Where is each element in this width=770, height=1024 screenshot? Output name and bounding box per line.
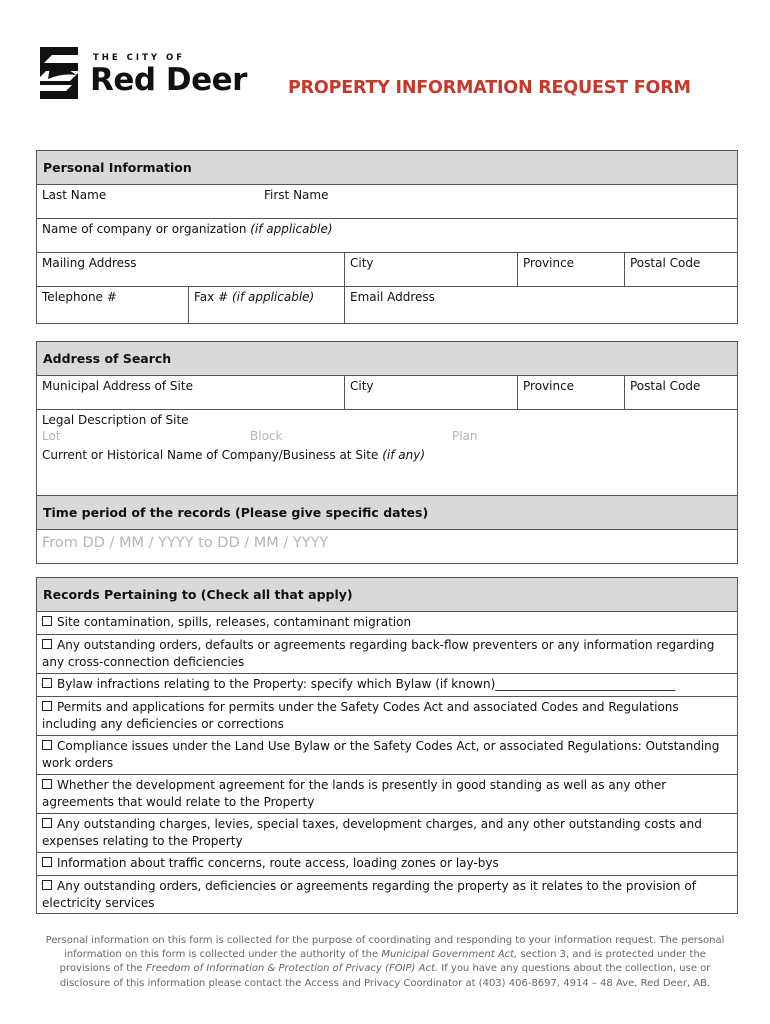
city-logo xyxy=(36,45,247,101)
contact-row xyxy=(37,287,737,323)
plan-field[interactable]: Plan xyxy=(452,429,478,443)
record-option-label: Bylaw infractions relating to the Property: specify which Bylaw (if known)______________________________ xyxy=(57,677,676,691)
form-title: PROPERTY INFORMATION REQUEST FORM xyxy=(288,78,691,98)
site-province-label: Province xyxy=(523,379,575,393)
company-row xyxy=(37,219,737,253)
email-field[interactable] xyxy=(344,287,737,323)
record-option[interactable] xyxy=(37,736,737,775)
site-province-field[interactable] xyxy=(517,376,624,409)
address-of-search-section xyxy=(36,341,738,513)
time-period-section xyxy=(36,495,738,564)
postal-code-label: Postal Code xyxy=(630,256,701,270)
province-field[interactable] xyxy=(517,253,624,286)
privacy-notice-part2: section 3, and is protected under the provisions of the xyxy=(59,949,706,975)
red-deer-logo-mark-icon xyxy=(36,45,82,101)
site-postal-code-field[interactable] xyxy=(624,376,737,409)
city-field[interactable] xyxy=(344,253,517,286)
municipal-address-label: Municipal Address of Site xyxy=(42,379,193,393)
province-label: Province xyxy=(523,256,575,270)
checkbox-icon[interactable] xyxy=(42,818,52,828)
telephone-field[interactable] xyxy=(37,287,188,323)
record-option-label: Any outstanding orders, defaults or agreements regarding back-flow preventers or any information regarding any cross-connection deficiencies xyxy=(42,638,715,669)
site-postal-code-label: Postal Code xyxy=(630,379,701,393)
date-range-field[interactable]: From DD / MM / YYYY to DD / MM / YYYY xyxy=(42,535,329,551)
first-name-label: First Name xyxy=(264,188,329,202)
address-of-search-heading: Address of Search xyxy=(37,342,737,376)
fax-note: (if applicable) xyxy=(231,290,315,304)
time-period-row xyxy=(37,530,737,563)
email-label: Email Address xyxy=(350,290,435,304)
mailing-row xyxy=(37,253,737,287)
historical-name-label: Current or Historical Name of Company/Business at Site xyxy=(42,448,379,462)
checkbox-icon[interactable] xyxy=(42,857,52,867)
legal-description-label: Legal Description of Site xyxy=(42,413,189,427)
checkbox-icon[interactable] xyxy=(42,616,52,626)
company-field[interactable] xyxy=(37,219,737,252)
foip-act: Freedom of Information & Protection of Privacy (FOIP) Act. xyxy=(145,963,439,975)
block-field[interactable]: Block xyxy=(250,429,283,443)
record-option-label: Any outstanding orders, deficiencies or agreements regarding the property as it relates to the provision of electricity services xyxy=(42,879,696,910)
company-label: Name of company or organization xyxy=(42,222,247,236)
historical-name-field[interactable] xyxy=(42,448,425,462)
privacy-notice xyxy=(40,934,730,991)
record-option[interactable] xyxy=(37,697,737,736)
time-period-heading: Time period of the records (Please give specific dates) xyxy=(37,496,737,530)
record-option-label: Compliance issues under the Land Use Bylaw or the Safety Codes Act, or associated Regulations: Outstanding work orders xyxy=(42,739,720,770)
historical-name-note: (if any) xyxy=(382,448,425,462)
record-option[interactable] xyxy=(37,612,737,635)
privacy-notice-part3: If you have any questions about the collection, use or disclosure of this information please contact the Access and Privacy Coordinator at (403) 406-8697, 4914 – 48 Ave, Red Deer, AB. xyxy=(59,963,711,989)
fax-field[interactable] xyxy=(188,287,344,323)
lot-field[interactable]: Lot xyxy=(42,429,61,443)
municipal-address-field[interactable] xyxy=(37,376,344,409)
record-option-label: Permits and applications for permits under the Safety Codes Act and associated Codes and Regulations including any deficiencies or corrections xyxy=(42,700,679,731)
first-name-field[interactable] xyxy=(259,185,737,218)
fax-label: Fax # xyxy=(194,290,229,304)
mailing-address-label: Mailing Address xyxy=(42,256,137,270)
record-option-label: Any outstanding charges, levies, special taxes, development charges, and any other outstanding costs and expenses relating to the Property xyxy=(42,817,702,848)
personal-information-section xyxy=(36,150,738,324)
checkbox-icon[interactable] xyxy=(42,740,52,750)
checkbox-icon[interactable] xyxy=(42,639,52,649)
name-row xyxy=(37,185,737,219)
checkbox-icon[interactable] xyxy=(42,701,52,711)
record-option[interactable] xyxy=(37,876,737,913)
record-option[interactable] xyxy=(37,635,737,674)
record-option[interactable] xyxy=(37,853,737,876)
record-option-label: Information about traffic concerns, route access, loading zones or lay-bys xyxy=(57,856,499,870)
last-name-field[interactable] xyxy=(37,185,259,218)
checkbox-icon[interactable] xyxy=(42,880,52,890)
last-name-label: Last Name xyxy=(42,188,107,202)
site-address-row xyxy=(37,376,737,410)
records-section xyxy=(36,577,738,914)
postal-code-field[interactable] xyxy=(624,253,737,286)
municipal-government-act: Municipal Government Act, xyxy=(381,949,518,961)
record-option[interactable] xyxy=(37,814,737,853)
site-city-label: City xyxy=(350,379,374,393)
record-option[interactable] xyxy=(37,674,737,697)
logo-small-text: THE CITY OF xyxy=(93,53,186,63)
mailing-address-field[interactable] xyxy=(37,253,344,286)
logo-big-text: Red Deer xyxy=(90,62,247,98)
record-option-label: Whether the development agreement for the lands is presently in good standing as well as any other agreements that would relate to the Property xyxy=(42,778,667,809)
record-option[interactable] xyxy=(37,775,737,814)
record-option-label: Site contamination, spills, releases, contaminant migration xyxy=(57,615,412,629)
personal-information-heading: Personal Information xyxy=(37,151,737,185)
site-city-field[interactable] xyxy=(344,376,517,409)
records-heading: Records Pertaining to (Check all that apply) xyxy=(37,578,737,612)
checkbox-icon[interactable] xyxy=(42,678,52,688)
checkbox-icon[interactable] xyxy=(42,779,52,789)
city-label: City xyxy=(350,256,374,270)
company-note: (if applicable) xyxy=(250,222,333,236)
privacy-notice-part1: Personal information on this form is collected for the purpose of coordinating and responding to your information request. The personal information on this form is collected under the authority of the xyxy=(45,935,725,961)
telephone-label: Telephone # xyxy=(42,290,117,304)
